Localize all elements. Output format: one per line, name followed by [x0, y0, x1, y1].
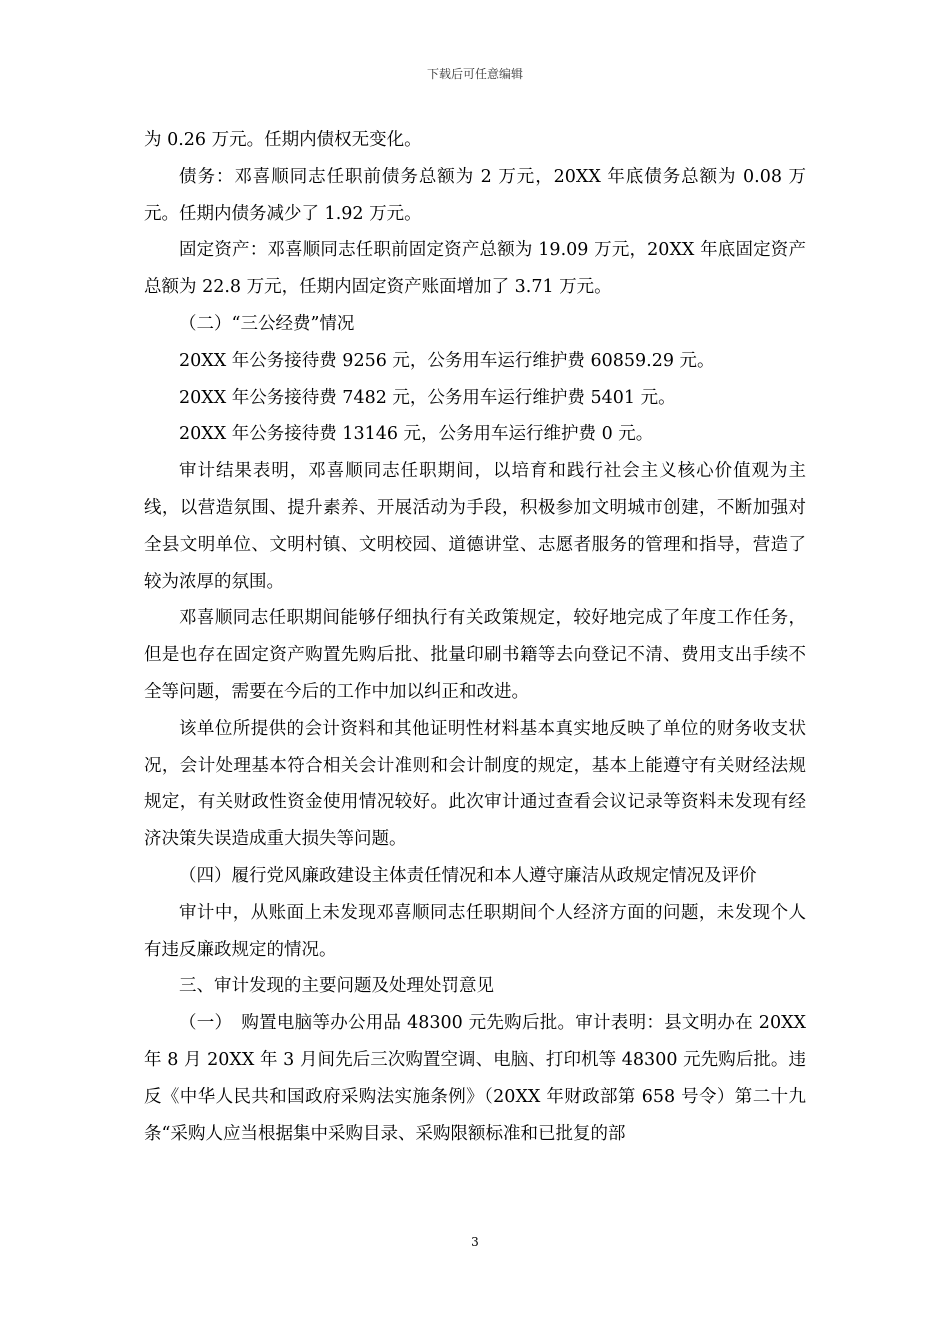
paragraph-expense-year-2: 20XX 年公务接待费 7482 元，公务用车运行维护费 5401 元。 [179, 387, 676, 408]
section-heading-integrity: （四）履行党风廉政建设主体责任情况和本人遵守廉洁从政规定情况及评价 [179, 865, 757, 886]
paragraph-claims-continuation: 为 0.26 万元。任期内债权无变化。 [144, 130, 422, 150]
paragraph-audit-results: 审计结果表明，邓喜顺同志任职期间，以培育和践行社会主义核心价值观为主线，以营造氛围、提升素养、开展活动为手段，积极参加文明城市创建，不断加强对全县文明单位、文明村镇、文明校园、道德讲堂、志愿者服务的管理和指导，营造了较为浓厚的氛围。 [144, 461, 806, 592]
document-body [144, 122, 806, 1152]
page-number: 3 [471, 1235, 479, 1249]
paragraph-accounting-materials: 该单位所提供的会计资料和其他证明性材料基本真实地反映了单位的财务收支状况，会计处理基本符合相关会计准则和会计制度的规定，基本上能遵守有关财经法规规定，有关财政性资金使用情况较好。此次审计通过查看会议记录等资料未发现有经济决策失误造成重大损失等问题。 [144, 718, 806, 850]
paragraph-expense-year-1: 20XX 年公务接待费 9256 元，公务用车运行维护费 60859.29 元。 [179, 350, 715, 371]
page-header: 下载后可任意编辑 [426, 67, 523, 81]
paragraph-personal-economy: 审计中，从账面上未发现邓喜顺同志任职期间个人经济方面的问题，未发现个人有违反廉政规定的情况。 [144, 902, 806, 960]
paragraph-fixed-assets: 固定资产：邓喜顺同志任职前固定资产总额为 19.09 万元，20XX 年底固定资产总额为 22.8 万元，任期内固定资产账面增加了 3.71 万元。 [144, 240, 806, 298]
paragraph-issue-one: （一） 购置电脑等办公用品 48300 元先购后批。审计表明：县文明办在 20XX 年 8 月 20XX 年 3 月间先后三次购置空调、电脑、打印机等 48300 元先购后批。违反《中华人民共和国政府采购法实施条例》（20XX 年财政部第 658 号令）第二十九条“采购人应当根据集中采购目录、采购限额标准和已批复的部 [144, 1013, 806, 1144]
section-heading-main-issues: 三、审计发现的主要问题及处理处罚意见 [179, 976, 494, 997]
paragraph-expense-year-3: 20XX 年公务接待费 13146 元，公务用车运行维护费 0 元。 [179, 424, 654, 445]
paragraph-policy-execution: 邓喜顺同志任职期间能够仔细执行有关政策规定，较好地完成了年度工作任务，但是也存在固定资产购置先购后批、批量印刷书籍等去向登记不清、费用支出手续不全等问题，需要在今后的工作中加以纠正和改进。 [144, 608, 806, 702]
section-heading-three-public-expenses: （二）“三公经费”情况 [179, 313, 355, 334]
paragraph-debts: 债务：邓喜顺同志任职前债务总额为 2 万元，20XX 年底债务总额为 0.08 万元。任期内债务减少了 1.92 万元。 [144, 166, 806, 224]
